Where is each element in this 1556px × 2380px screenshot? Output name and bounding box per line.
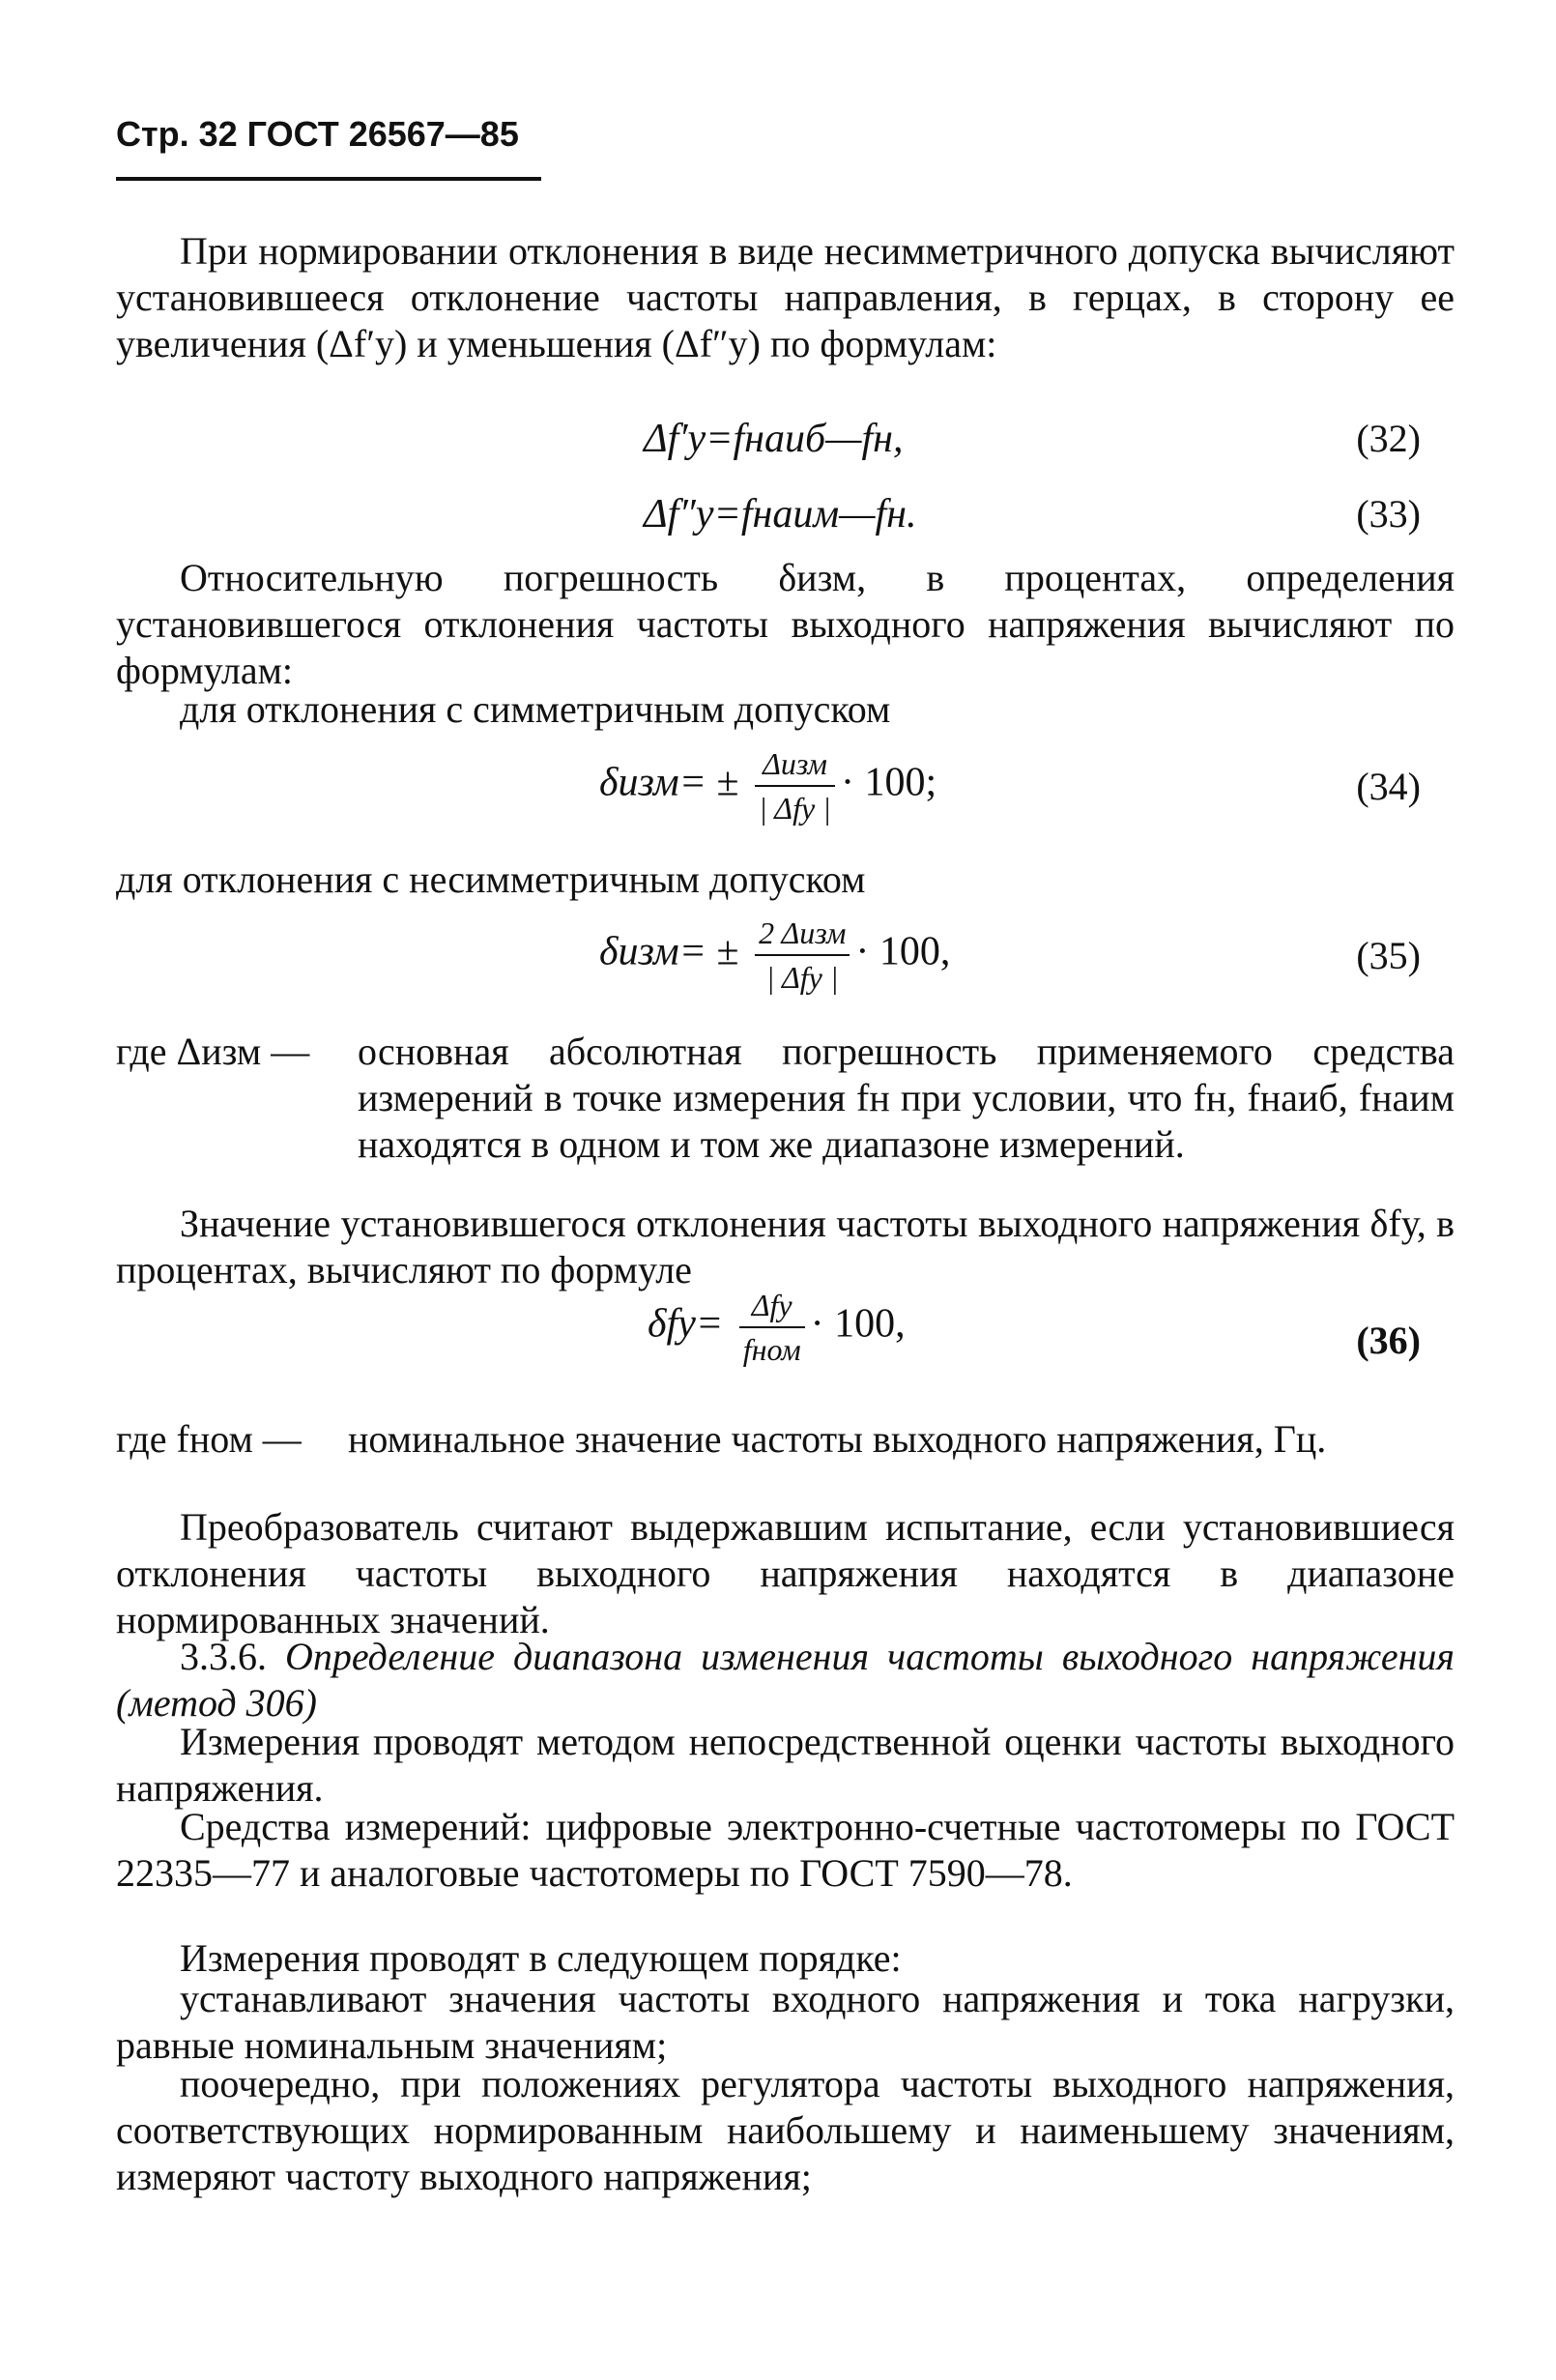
formula-35-denominator: | Δfу | [765, 960, 839, 995]
paragraph-relative-error: Относительную погрешность δизм, в процентах, определения установившегося отклонения частоты выходного напряжения вычисляют по формулам: [116, 556, 1455, 692]
equation-number-32: (32) [1356, 417, 1421, 460]
equation-number-35: (35) [1356, 934, 1421, 977]
section-3-3-6-heading [116, 1634, 1455, 1727]
definition-1-text: основная абсолютная погрешность применяемого средства измерений в точке измерения fн при условии, что fн, fнаиб, fнаим находятся в одном и том же диапазоне измерений. [358, 1030, 1455, 1166]
formula-32: Δf′у=fнаиб—fн, [644, 417, 904, 461]
formula-36-denominator: fном [742, 1332, 801, 1367]
formula-36-tail: · 100, [810, 1301, 906, 1347]
paragraph-step-2: поочередно, при положениях регулятора частоты выходного напряжения, соответствующих нормированным наибольшему и наименьшему значениям, измеряют частоту выходного напряжения; [116, 2062, 1455, 2198]
formula-34-numerator: Δизм [755, 744, 835, 787]
formula-34-lhs: δизм [599, 760, 679, 805]
section-number: 3.3.6. [180, 1635, 267, 1678]
formula-36-lhs: δfу [648, 1301, 696, 1347]
formula-35: δизм= ± $\frac{\text{2 Δизм}}{\text{| Δfу |}}$ · 100, [599, 915, 951, 995]
paragraph-instruments: Средства измерений: цифровые электронно-счетные частотомеры по ГОСТ 22335—77 и аналоговые частотомеры по ГОСТ 7590—78. [116, 1805, 1455, 1895]
paragraph-method: Измерения проводят методом непосредственной оценки частоты выходного напряжения. [116, 1720, 1455, 1810]
formula-33-lhs: Δf″у [644, 492, 714, 537]
section-title: Определение диапазона изменения частоты выходного напряжения (метод 306) [116, 1635, 1455, 1725]
formula-34-sign: ± [716, 760, 739, 805]
formula-36: δfу= $\frac{\text{Δfу}}{\text{fном}}$ · 100, [648, 1288, 906, 1367]
formula-34-fraction [755, 744, 835, 827]
definition-1-label: где Δизм — [116, 1030, 310, 1073]
formula-34-denominator: | Δfу | [759, 791, 831, 826]
paragraph-test-passed: Преобразователь считают выдержавшим испытание, если установившиеся отклонения частоты выходного напряжения находятся в диапазоне нормированных значений. [116, 1505, 1455, 1641]
equation-number-33: (33) [1356, 492, 1421, 536]
formula-34: δизм= ± $\frac{\text{Δизм}}{\text{| Δfу |}}$ · 100; [599, 746, 937, 826]
paragraph-asymmetric-tolerance: При нормировании отклонения в виде несимметричного допуска вычисляют установившееся отклонение частоты направления, в герцах, в сторону ее увеличения (Δf′у) и уменьшения (Δf″у) по формулам: [116, 229, 1455, 365]
definition-2-label: где fном — [116, 1417, 302, 1461]
formula-35-fraction [755, 914, 850, 997]
equation-number-36: (36) [1356, 1319, 1421, 1362]
definition-2-text: номинальное значение частоты выходного напряжения, Гц. [348, 1417, 1327, 1461]
paragraph-steady-deviation: Значение установившегося отклонения частоты выходного напряжения δfу, в процентах, вычисляют по формуле [116, 1202, 1455, 1292]
formula-33-rhs: fнаим—fн. [740, 492, 917, 537]
formula-33: Δf″у=fнаим—fн. [644, 492, 917, 537]
formula-35-lhs: δизм [599, 929, 679, 974]
formula-35-tail: · 100, [855, 929, 951, 974]
formula-36-numerator: Δfу [739, 1286, 805, 1328]
formula-34-tail: · 100; [840, 760, 937, 805]
equation-number-34: (34) [1356, 765, 1421, 808]
formula-35-sign: ± [716, 929, 739, 974]
paragraph-asymmetric-case: для отклонения с несимметричным допуском [116, 857, 866, 901]
formula-32-rhs: fнаиб—fн, [733, 417, 904, 461]
header-rule [116, 177, 541, 181]
paragraph-step-1: устанавливают значения частоты входного напряжения и тока нагрузки, равные номинальным значениям; [116, 1977, 1455, 2067]
paragraph-symmetric-case: для отклонения с симметричным допуском [180, 687, 891, 731]
formula-36-fraction [739, 1286, 805, 1369]
paragraph-order: Измерения проводят в следующем порядке: [180, 1936, 902, 1980]
formula-35-numerator: 2 Δизм [755, 914, 850, 956]
formula-32-lhs: Δf′у [644, 417, 706, 461]
page-header: Стр. 32 ГОСТ 26567—85 [116, 114, 519, 154]
